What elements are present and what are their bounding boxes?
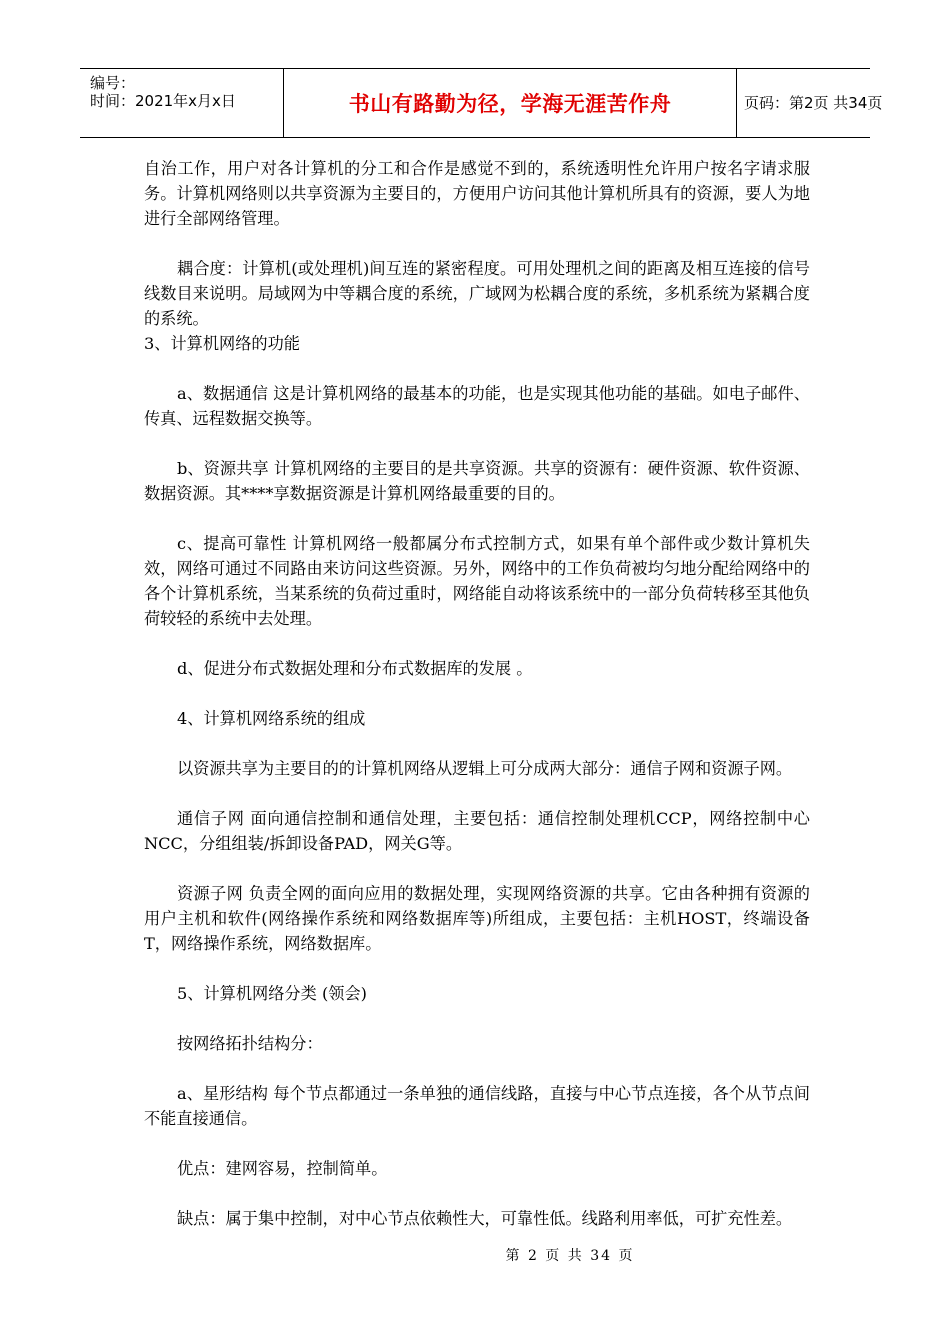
paragraph-topology: 按网络拓扑结构分： (177, 1034, 323, 1053)
paragraph-resource-subnet: 资源子网 负责全网的面向应用的数据处理，实现网络资源的共享。它由各种拥有资源的用户主机和软件(网络操作系统和网络数据库等)所组成，主要包括：主机HOST，终端设备T，网络操作系统，网络数据库。 (144, 884, 810, 953)
paragraph-reliability: c、提高可靠性 计算机网络一般都属分布式控制方式，如果有单个部件或少数计算机失效，网络可通过不同路由来访问这些资源。另外，网络中的工作负荷被均匀地分配给网络中的各个计算机系统，当某系统的负荷过重时，网络能自动将该系统中的一部分负荷转移至其他负荷较轻的系统中去处理。 (144, 534, 810, 628)
paragraph-two-subnets: 以资源共享为主要目的的计算机网络从逻辑上可分成两大部分：通信子网和资源子网。 (177, 759, 793, 778)
document-number-label: 编号： (90, 74, 136, 92)
heading-network-functions: 3、计算机网络的功能 (144, 334, 300, 353)
paragraph-autonomy: 自治工作，用户对各计算机的分工和合作是感觉不到的，系统透明性允许用户按名字请求服务。计算机网络则以共享资源为主要目的，方便用户访问其他计算机所具有的资源，要人为地进行全部网络管理。 (144, 159, 810, 228)
heading-network-classification: 5、计算机网络分类 (领会) (177, 984, 367, 1003)
paragraph-resource-sharing: b、资源共享 计算机网络的主要目的是共享资源。共享的资源有：硬件资源、软件资源、数据资源。其****享数据资源是计算机网络最重要的目的。 (144, 459, 810, 503)
paragraph-distributed-processing: d、促进分布式数据处理和分布式数据库的发展 。 (177, 659, 533, 678)
document-body (144, 156, 810, 1231)
header-meta-cell (80, 69, 283, 137)
heading-system-composition: 4、计算机网络系统的组成 (177, 709, 366, 728)
paragraph-disadvantages: 缺点：属于集中控制，对中心节点依赖性大，可靠性低。线路利用率低，可扩充性差。 (177, 1209, 793, 1228)
page-header (80, 68, 883, 138)
header-motto-cell (283, 69, 737, 137)
header-motto: 书山有路勤为径，学海无涯苦作舟 (348, 92, 672, 116)
page-footer: 第 2 页 共 34 页 (505, 1248, 635, 1264)
paragraph-star-topology: a、星形结构 每个节点都通过一条单独的通信线路，直接与中心节点连接，各个从节点间不能直接通信。 (144, 1084, 810, 1128)
header-page-cell (736, 69, 883, 137)
paragraph-data-communication: a、数据通信 这是计算机网络的最基本的功能，也是实现其他功能的基础。如电子邮件、传真、远程数据交换等。 (144, 384, 810, 428)
document-time-label: 时间：2021年x月x日 (90, 92, 236, 110)
paragraph-coupling: 耦合度：计算机(或处理机)间互连的紧密程度。可用处理机之间的距离及相互连接的信号线数目来说明。局域网为中等耦合度的系统，广域网为松耦合度的系统，多机系统为紧耦合度的系统。 (144, 259, 810, 328)
paragraph-advantages: 优点：建网容易，控制简单。 (177, 1159, 388, 1178)
header-page-info: 页码：第2页 共34页 (744, 94, 883, 112)
paragraph-communication-subnet: 通信子网 面向通信控制和通信处理，主要包括：通信控制处理机CCP，网络控制中心NCC，分组组装/拆卸设备PAD，网关G等。 (144, 809, 810, 853)
